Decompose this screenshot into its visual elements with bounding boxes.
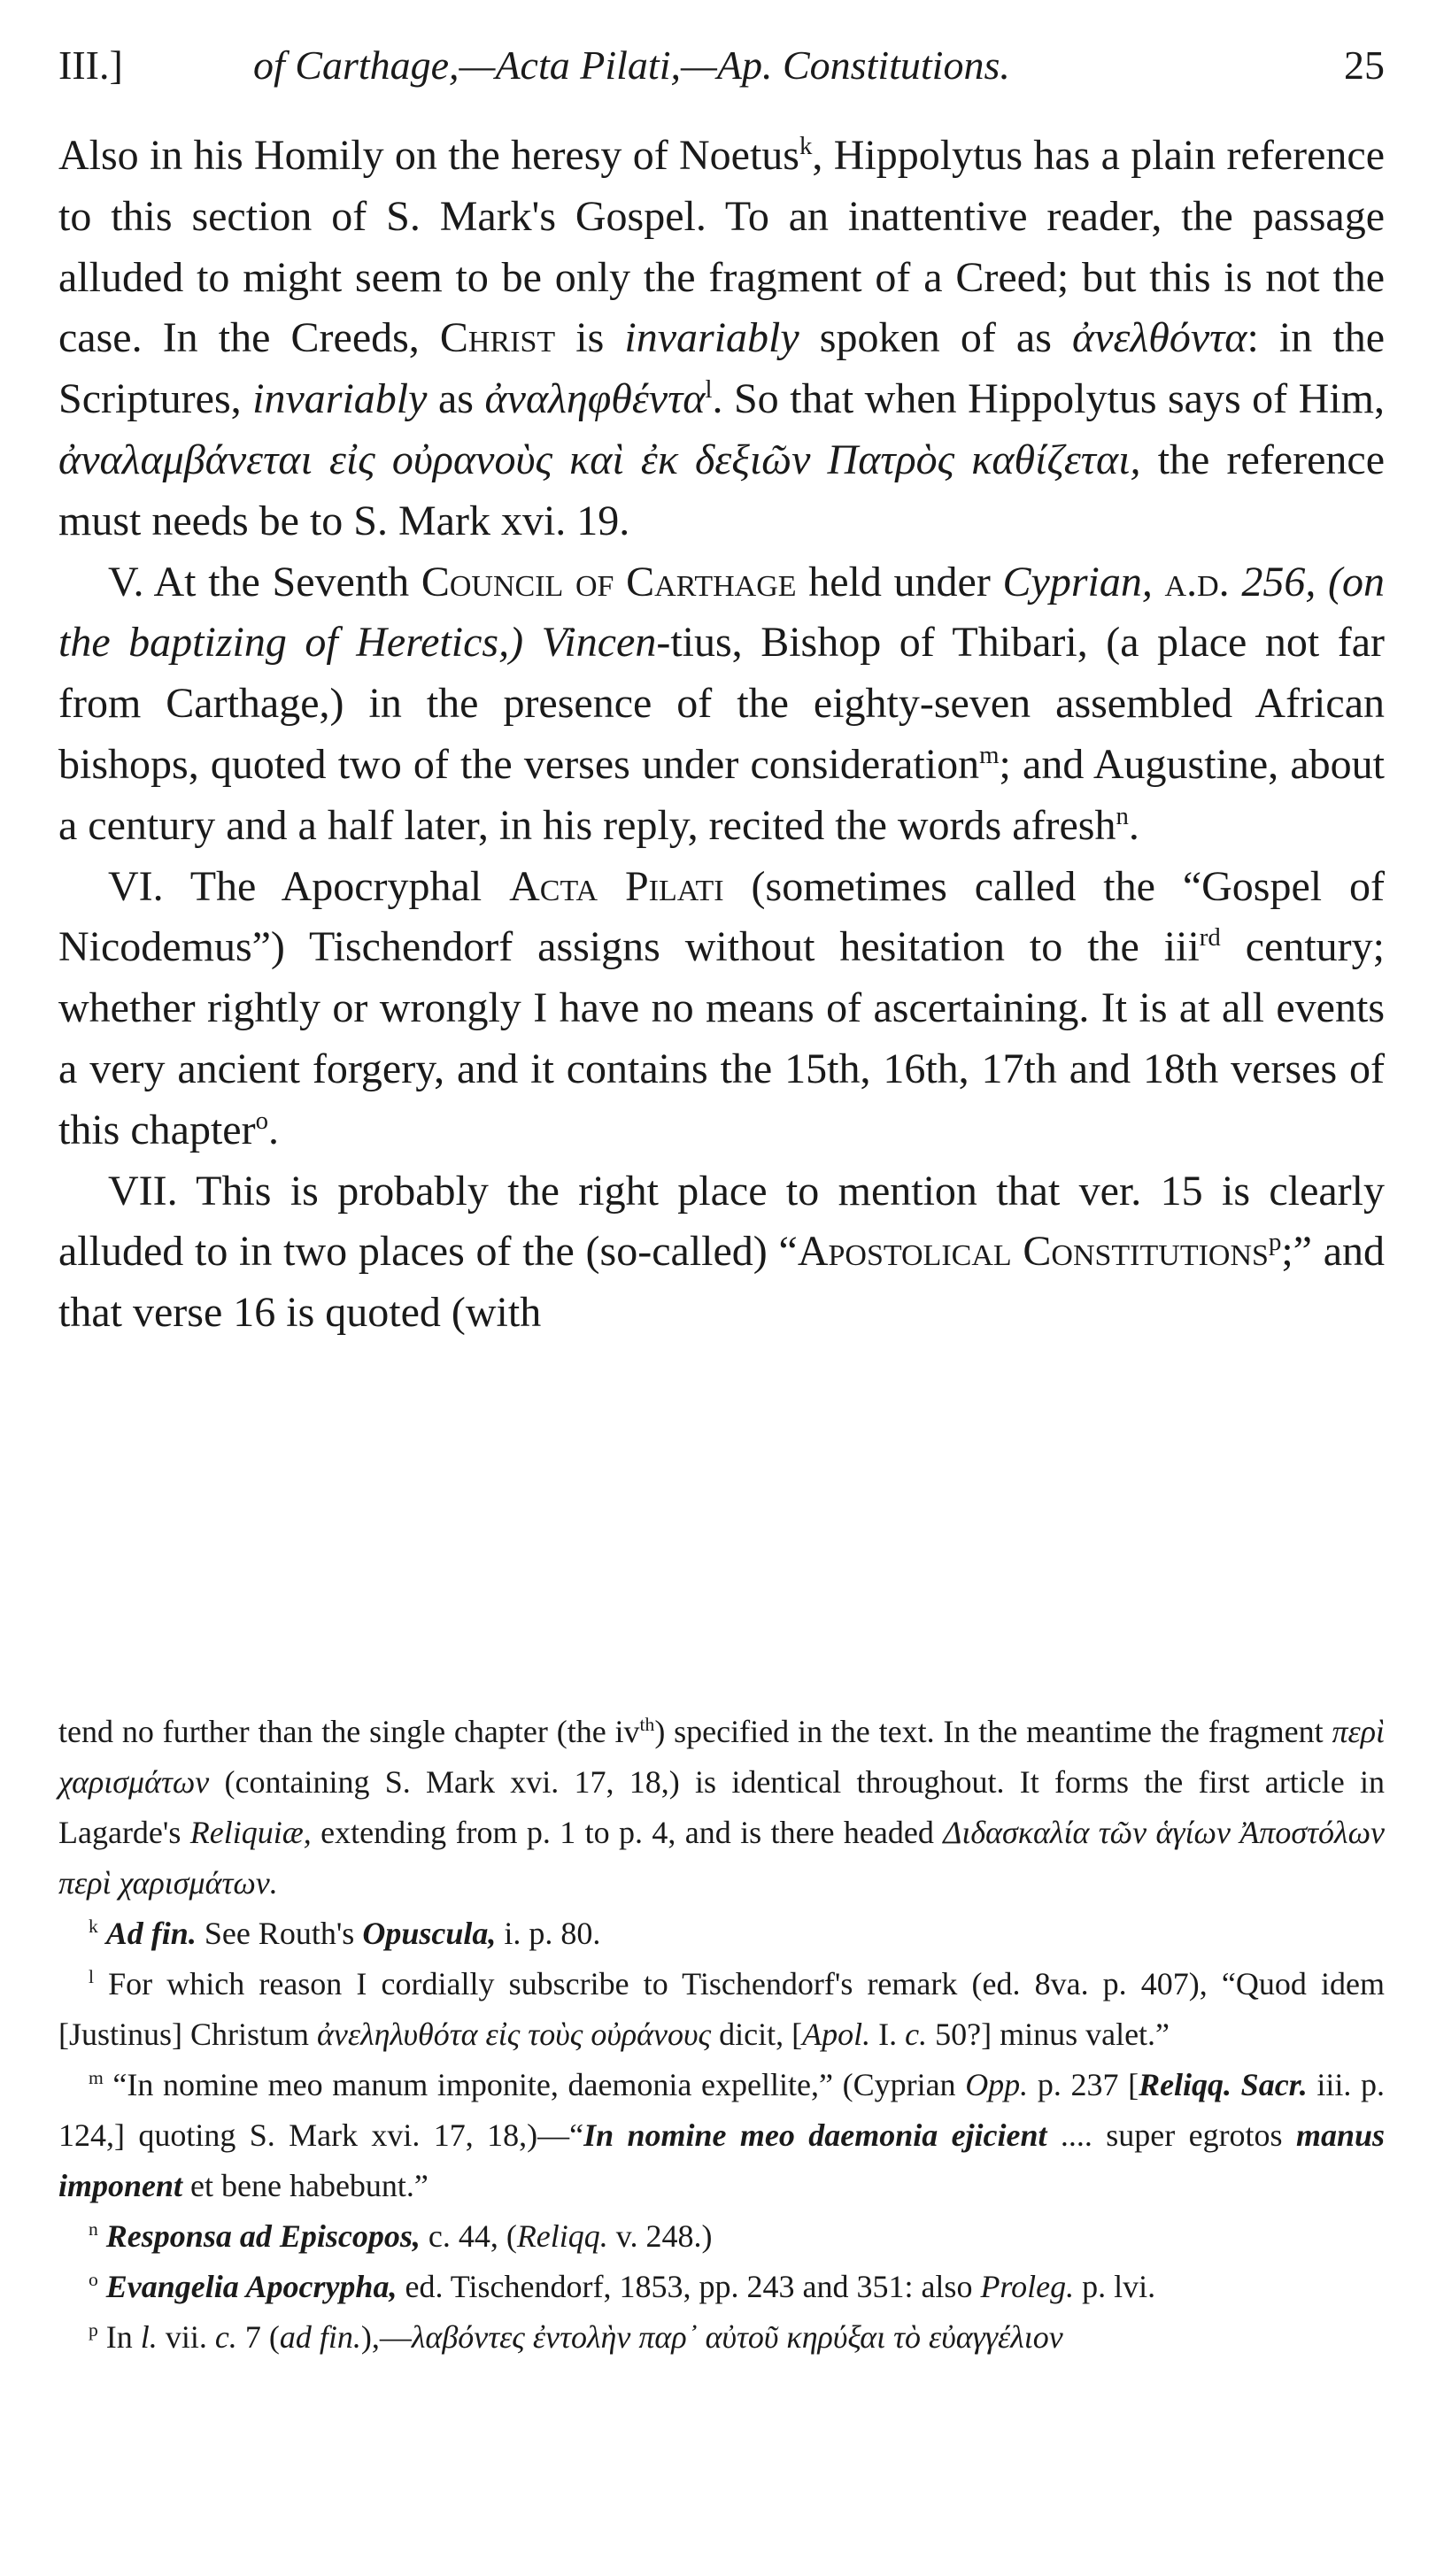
paragraph-council-of-carthage [58,552,1385,857]
footnote-n [58,2211,1385,2262]
council-small-caps: Council of Carthage [421,558,797,605]
footnote-marker: n [89,2218,98,2240]
text-run: ; and Augustine, about a century and a half later, in his reply, recited the words afresh [58,740,1386,849]
italic-title: Reliquiæ, [189,1815,312,1850]
footnote-ref-k: k [799,132,813,160]
main-text [58,126,1385,1344]
anno-domini: a.d. [1164,558,1230,605]
italic-quote: manus imponent [58,2117,1385,2203]
text-run: (sometimes called the “Gospel of Nicodemus”) Tischendorf assigns without hesitation to the iii [58,862,1386,971]
greek-quotation: ἀναλαμβάνεται εἰς οὐρανοὺς καὶ ἐκ δεξιῶν Πατρὸς καθίζεται, [58,436,1141,483]
italic-abbrev: l. [140,2319,158,2355]
text-run: held under [796,558,1003,605]
text-run: vii. [157,2319,215,2355]
italic-abbrev: c. [905,2017,928,2052]
text-run: is [555,314,625,362]
footnote-k [58,1909,1385,1959]
italic-phrase: ad fin. [279,2319,361,2355]
italic-title: Opuscula, [362,1916,497,1951]
text-run: as [427,375,485,423]
greek-phrase: περὶ χαρισμάτων [58,1714,1385,1800]
italic-title: Proleg. [980,2269,1075,2304]
text-run: c. 44, ( [420,2218,517,2254]
text-run: V. At the Seventh [108,558,421,605]
italic-phrase: 256, (on the baptizing of Heretics,) Vincen- [58,558,1386,667]
footnote-marker: m [89,2067,104,2088]
ordinal-superscript: rd [1199,923,1221,953]
acta-pilati-small-caps: Acta Pilati [509,862,724,910]
text-run: i. p. 80. [496,1916,601,1951]
footnote-marker: o [89,2269,98,2290]
footnote-ref-m: m [979,740,1000,769]
footnotes [58,1707,1385,2363]
running-header [58,39,1385,92]
text-run: extending from p. 1 to p. 4, and is there headed [311,1815,944,1850]
text-run: ed. Tischendorf, 1853, pp. 243 and 351: also [397,2269,981,2304]
text-run: For which reason I cordially subscribe to Tischendorf's remark (ed. 8va. p. 407), “Quod idem [Justinus] Christum [58,1966,1385,2052]
text-run: VII. This is probably the right place to mention that ver. 15 is clearly alluded to in two places of the (so-called) “ [58,1167,1385,1276]
text-run: . [1128,801,1139,849]
apostolical-small-caps: Apostolical Constitutions [797,1228,1269,1276]
christ-small-caps: Christ [439,314,556,362]
text-run: Also in his Homily on the heresy of Noetus [58,132,799,179]
text-run: “In nomine meo manum imponite, daemonia expellite,” (Cyprian [103,2067,966,2102]
footnote-ref-o: o [255,1106,268,1135]
text-run: 50?] minus valet.” [927,2017,1170,2052]
footnote-o [58,2262,1385,2312]
italic-title: Apol. [802,2017,871,2052]
italic-abbrev: c. [214,2319,237,2355]
paragraph-hippolytus [58,126,1385,552]
text-run: v. 248.) [607,2218,713,2254]
paragraph-apostolical-constitutions [58,1161,1385,1344]
greek-phrase: ἀνεληλυθότα εἰς τοὺς οὐράνους [317,2017,712,2052]
text-run: .... super egrotos [1046,2117,1296,2153]
text-run: ;” and that verse 16 is quoted (with [58,1228,1386,1337]
text-run: ) specified in the text. In the meantime the fragment [654,1714,1332,1749]
greek-phrase: λαβόντες ἐντολὴν παρ᾽ αὐτοῦ κηρύξαι τὸ εὐαγγέλιον [411,2319,1063,2355]
footnote-marker: p [89,2319,98,2341]
italic-word: invariably [624,314,799,362]
text-run: tend no further than the single chapter (the iv [58,1714,640,1749]
italic-title: Reliqq. [516,2218,608,2254]
section-number: III.] [58,42,123,88]
footnote-marker: l [89,1966,94,1987]
italic-title: Responsa ad Episcopos, [105,2218,421,2254]
text-run: : in the Scriptures, [58,314,1386,423]
text-run: . [268,1106,279,1153]
footnote-p [58,2312,1385,2363]
text-run: et bene habebunt.” [182,2168,428,2203]
text-run: p. 237 [ [1028,2067,1139,2102]
text-run: VI. The Apocryphal [108,862,510,910]
footnote-ref-p: p [1268,1228,1282,1257]
text-run: century; whether rightly or wrongly I have no means of ascertaining. It is at all events a very ancient forgery, and it contains the 15th, 16th, 17th and 18th verses of this chapter [58,923,1385,1153]
footnote-marker: k [89,1916,98,1937]
greek-phrase: Διδασκαλία τῶν ἁγίων Ἀποστόλων περὶ χαρισμάτων. [58,1815,1385,1901]
footnote-continuation [58,1707,1385,1909]
text-run: tius, Bishop of Thibari, (a place not far from Carthage,) in the presence of the eighty-seven assembled African bishops, quoted two of the verses under consideration [58,619,1385,788]
text-run: . So that when Hippolytus says of Him, [712,375,1386,423]
italic-title: Opp. [965,2067,1029,2102]
greek-word: ἀναληφθέντα [484,375,706,423]
text-run: p. lvi. [1074,2269,1156,2304]
ordinal-superscript: th [639,1714,655,1735]
text-run: the reference must needs be to S. Mark xvi. 19. [58,436,1386,544]
greek-word: ἀνελθόντα [1072,314,1247,362]
text-run: 7 ( [236,2319,280,2355]
paragraph-acta-pilati [58,857,1385,1161]
footnote-m [58,2060,1385,2211]
page-number: 25 [1344,42,1385,88]
text-run: See Routh's [196,1916,363,1951]
footnote-l [58,1959,1385,2060]
text-run: , Hippolytus has a plain reference to this section of S. Mark's Gospel. To an inattentive reader, the passage alluded to might seem to be only the fragment of a Creed; but this is not the case. In the Creeds, [58,132,1386,362]
italic-title: Evangelia Apocrypha, [105,2269,398,2304]
text-run [1230,559,1242,605]
text-run: I. [870,2017,906,2052]
italic-quote: In nomine meo daemonia ejicient [583,2117,1047,2153]
footnote-ref-l: l [705,375,713,405]
footnote-ref-n: n [1116,801,1129,830]
text-run: (containing S. Mark xvi. 17, 18,) is identical throughout. It forms the first article in Lagarde's [58,1764,1385,1850]
text-run: ),— [360,2319,412,2355]
text-run: spoken of as [799,314,1073,362]
text-run: dicit, [ [711,2017,803,2052]
italic-word: invariably [252,375,428,423]
running-title: of Carthage,—Acta Pilati,—Ap. Constitutions. [253,42,1010,88]
text-run: iii. p. 124,] quoting S. Mark xvi. 17, 18,)—“ [58,2067,1385,2153]
italic-word: Cyprian, [1002,558,1153,605]
italic-phrase: Ad fin. [105,1916,197,1951]
text-run: In [97,2319,141,2355]
italic-title: Reliqq. Sacr. [1139,2067,1308,2102]
